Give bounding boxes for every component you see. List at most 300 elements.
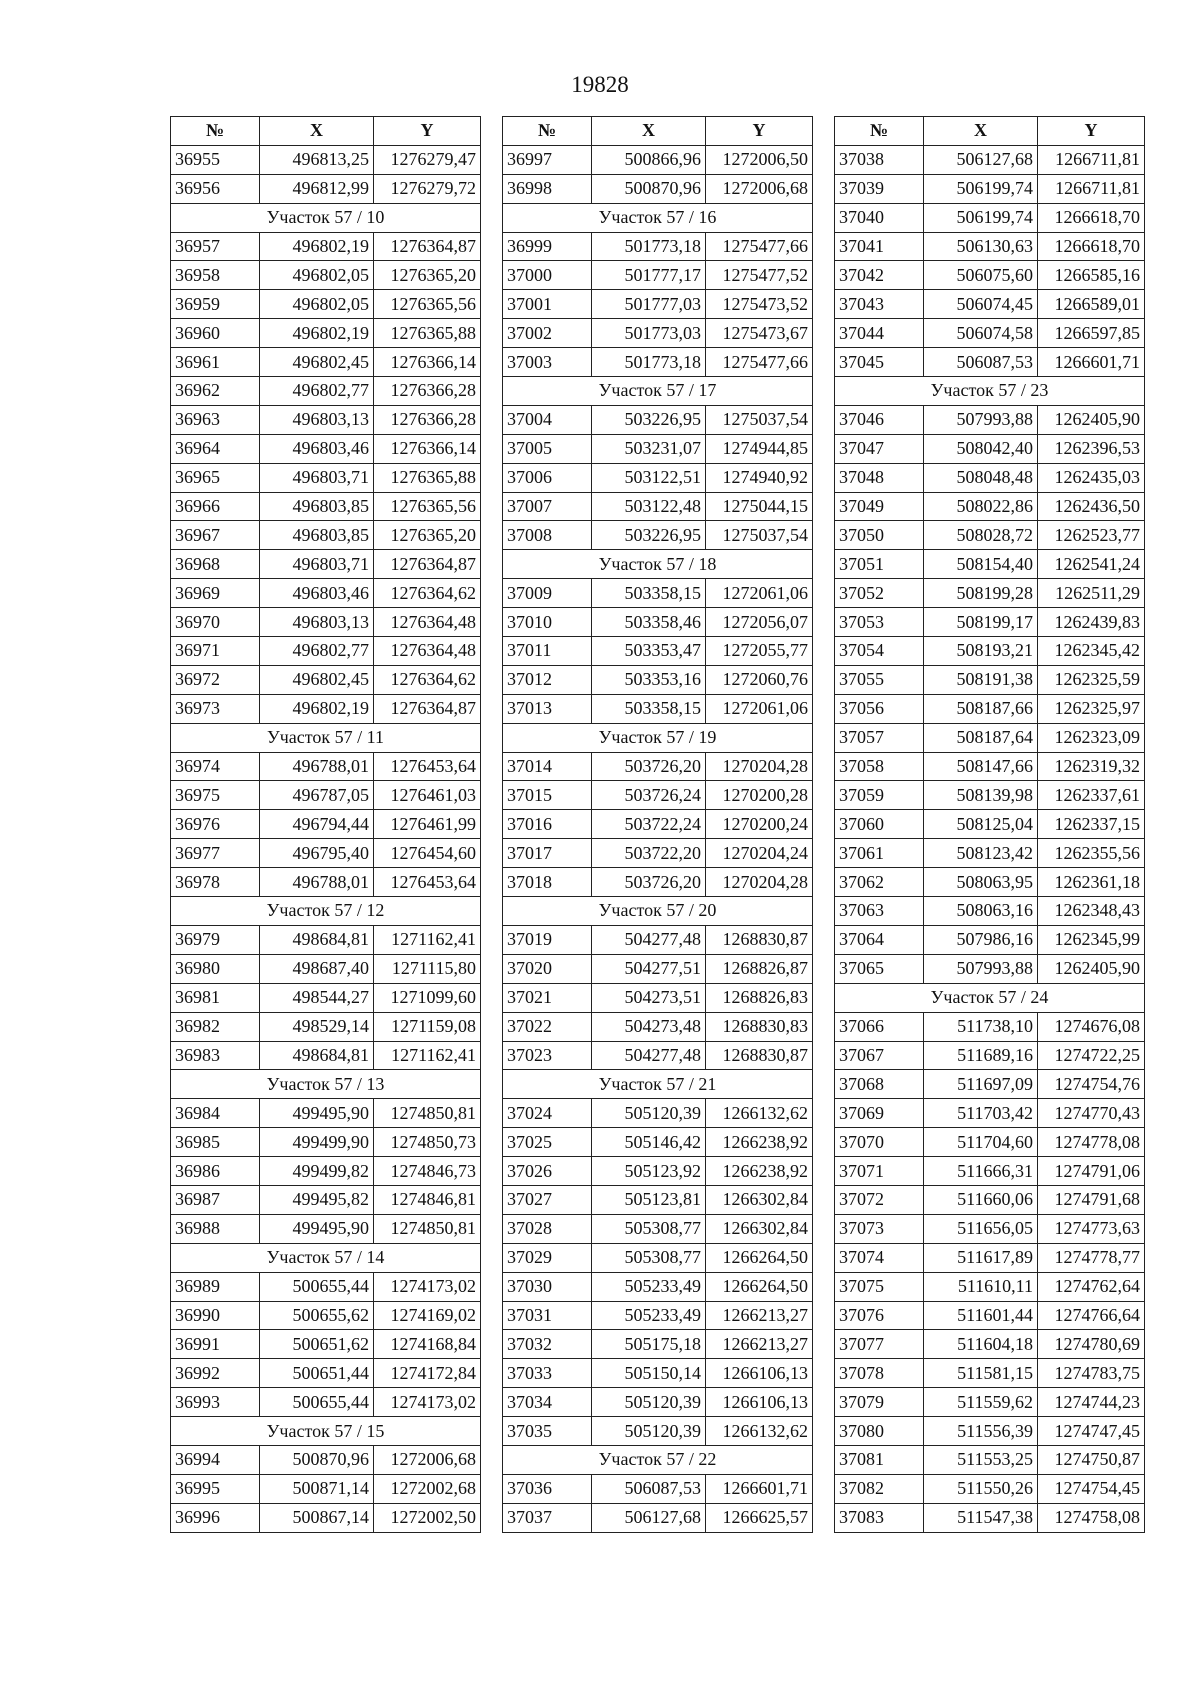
y-coordinate-cell: 1274173,02 (374, 1272, 481, 1301)
y-coordinate-cell: 1276453,64 (374, 868, 481, 897)
table-row (503, 579, 813, 608)
y-coordinate-cell: 1274770,43 (1038, 1099, 1145, 1128)
point-number-cell: 36997 (503, 145, 592, 174)
table-row (171, 1330, 481, 1359)
table-row (503, 1272, 813, 1301)
section-row (503, 897, 813, 926)
y-coordinate-cell: 1262337,61 (1038, 781, 1145, 810)
header-y: Y (1038, 117, 1145, 146)
x-coordinate-cell: 496802,05 (260, 261, 374, 290)
point-number-cell: 36966 (171, 492, 260, 521)
y-coordinate-cell: 1275473,67 (706, 319, 813, 348)
y-coordinate-cell: 1272055,77 (706, 637, 813, 666)
point-number-cell: 36971 (171, 637, 260, 666)
x-coordinate-cell: 511660,06 (924, 1185, 1038, 1214)
y-coordinate-cell: 1272006,50 (706, 145, 813, 174)
section-title: Участок 57 / 21 (503, 1070, 813, 1099)
y-coordinate-cell: 1266238,92 (706, 1128, 813, 1157)
y-coordinate-cell: 1270200,28 (706, 781, 813, 810)
y-coordinate-cell: 1274676,08 (1038, 1012, 1145, 1041)
point-number-cell: 37035 (503, 1417, 592, 1446)
point-number-cell: 37052 (835, 579, 924, 608)
x-coordinate-cell: 511604,18 (924, 1330, 1038, 1359)
point-number-cell: 36986 (171, 1157, 260, 1186)
x-coordinate-cell: 505175,18 (592, 1330, 706, 1359)
table-row (503, 694, 813, 723)
point-number-cell: 37006 (503, 463, 592, 492)
x-coordinate-cell: 508022,86 (924, 492, 1038, 521)
x-coordinate-cell: 508187,66 (924, 694, 1038, 723)
point-number-cell: 36987 (171, 1185, 260, 1214)
point-number-cell: 37027 (503, 1185, 592, 1214)
y-coordinate-cell: 1275477,66 (706, 232, 813, 261)
x-coordinate-cell: 505123,81 (592, 1185, 706, 1214)
table-row (835, 145, 1145, 174)
x-coordinate-cell: 508193,21 (924, 637, 1038, 666)
table-row (503, 1503, 813, 1532)
x-coordinate-cell: 496802,19 (260, 319, 374, 348)
x-coordinate-cell: 503231,07 (592, 434, 706, 463)
y-coordinate-cell: 1270200,24 (706, 810, 813, 839)
table-row (835, 694, 1145, 723)
table-row (835, 579, 1145, 608)
x-coordinate-cell: 511559,62 (924, 1388, 1038, 1417)
section-title: Участок 57 / 22 (503, 1445, 813, 1474)
x-coordinate-cell: 496802,05 (260, 290, 374, 319)
header-y: Y (706, 117, 813, 146)
table-row (503, 434, 813, 463)
y-coordinate-cell: 1262323,09 (1038, 723, 1145, 752)
coordinates-table-2 (502, 116, 813, 1533)
y-coordinate-cell: 1274783,75 (1038, 1359, 1145, 1388)
section-title: Участок 57 / 13 (171, 1070, 481, 1099)
y-coordinate-cell: 1272056,07 (706, 608, 813, 637)
x-coordinate-cell: 496788,01 (260, 752, 374, 781)
y-coordinate-cell: 1276366,28 (374, 377, 481, 406)
point-number-cell: 36991 (171, 1330, 260, 1359)
y-coordinate-cell: 1276461,99 (374, 810, 481, 839)
table-row (503, 1388, 813, 1417)
table-row (835, 1503, 1145, 1532)
point-number-cell: 36995 (171, 1474, 260, 1503)
table-row (835, 434, 1145, 463)
y-coordinate-cell: 1274773,63 (1038, 1214, 1145, 1243)
table-row (503, 1012, 813, 1041)
y-coordinate-cell: 1262345,42 (1038, 637, 1145, 666)
point-number-cell: 37066 (835, 1012, 924, 1041)
section-row (171, 1070, 481, 1099)
y-coordinate-cell: 1274940,92 (706, 463, 813, 492)
y-coordinate-cell: 1262348,43 (1038, 897, 1145, 926)
point-number-cell: 37010 (503, 608, 592, 637)
x-coordinate-cell: 505308,77 (592, 1214, 706, 1243)
table-row (503, 983, 813, 1012)
y-coordinate-cell: 1274747,45 (1038, 1417, 1145, 1446)
table-row (835, 810, 1145, 839)
table-row (171, 608, 481, 637)
y-coordinate-cell: 1275037,54 (706, 405, 813, 434)
table-row (503, 637, 813, 666)
point-number-cell: 37009 (503, 579, 592, 608)
x-coordinate-cell: 511547,38 (924, 1503, 1038, 1532)
table-row (503, 810, 813, 839)
point-number-cell: 37007 (503, 492, 592, 521)
point-number-cell: 37008 (503, 521, 592, 550)
point-number-cell: 37072 (835, 1185, 924, 1214)
table-row (171, 925, 481, 954)
point-number-cell: 37075 (835, 1272, 924, 1301)
point-number-cell: 37042 (835, 261, 924, 290)
point-number-cell: 37051 (835, 550, 924, 579)
y-coordinate-cell: 1266213,27 (706, 1301, 813, 1330)
y-coordinate-cell: 1268826,83 (706, 983, 813, 1012)
point-number-cell: 37053 (835, 608, 924, 637)
x-coordinate-cell: 503122,51 (592, 463, 706, 492)
x-coordinate-cell: 505308,77 (592, 1243, 706, 1272)
table-row (503, 463, 813, 492)
point-number-cell: 36956 (171, 174, 260, 203)
point-number-cell: 37014 (503, 752, 592, 781)
table-row (503, 521, 813, 550)
table-row (503, 348, 813, 377)
x-coordinate-cell: 501773,18 (592, 232, 706, 261)
table-row (835, 348, 1145, 377)
point-number-cell: 37021 (503, 983, 592, 1012)
table-header-row (503, 117, 813, 146)
x-coordinate-cell: 503122,48 (592, 492, 706, 521)
table-body (171, 145, 481, 1532)
point-number-cell: 37041 (835, 232, 924, 261)
x-coordinate-cell: 500651,44 (260, 1359, 374, 1388)
point-number-cell: 36984 (171, 1099, 260, 1128)
section-row (171, 1243, 481, 1272)
y-coordinate-cell: 1275044,15 (706, 492, 813, 521)
y-coordinate-cell: 1276364,48 (374, 637, 481, 666)
y-coordinate-cell: 1262436,50 (1038, 492, 1145, 521)
x-coordinate-cell: 508154,40 (924, 550, 1038, 579)
x-coordinate-cell: 507993,88 (924, 405, 1038, 434)
point-number-cell: 36994 (171, 1445, 260, 1474)
y-coordinate-cell: 1274780,69 (1038, 1330, 1145, 1359)
y-coordinate-cell: 1275477,52 (706, 261, 813, 290)
x-coordinate-cell: 496803,46 (260, 434, 374, 463)
section-row (171, 203, 481, 232)
x-coordinate-cell: 503726,20 (592, 752, 706, 781)
point-number-cell: 36958 (171, 261, 260, 290)
section-row (503, 723, 813, 752)
x-coordinate-cell: 501777,03 (592, 290, 706, 319)
point-number-cell: 37058 (835, 752, 924, 781)
y-coordinate-cell: 1274944,85 (706, 434, 813, 463)
point-number-cell: 37069 (835, 1099, 924, 1128)
y-coordinate-cell: 1268826,87 (706, 954, 813, 983)
header-y: Y (374, 117, 481, 146)
x-coordinate-cell: 506199,74 (924, 203, 1038, 232)
x-coordinate-cell: 504273,48 (592, 1012, 706, 1041)
table-row (171, 319, 481, 348)
y-coordinate-cell: 1274791,68 (1038, 1185, 1145, 1214)
point-number-cell: 37018 (503, 868, 592, 897)
y-coordinate-cell: 1266106,13 (706, 1388, 813, 1417)
point-number-cell: 37057 (835, 723, 924, 752)
point-number-cell: 36977 (171, 839, 260, 868)
x-coordinate-cell: 496802,45 (260, 348, 374, 377)
x-coordinate-cell: 511703,42 (924, 1099, 1038, 1128)
y-coordinate-cell: 1266601,71 (706, 1474, 813, 1503)
table-row (835, 521, 1145, 550)
y-coordinate-cell: 1266106,13 (706, 1359, 813, 1388)
section-row (171, 1417, 481, 1446)
y-coordinate-cell: 1276365,20 (374, 521, 481, 550)
section-title: Участок 57 / 14 (171, 1243, 481, 1272)
x-coordinate-cell: 496803,85 (260, 521, 374, 550)
point-number-cell: 37023 (503, 1041, 592, 1070)
x-coordinate-cell: 511738,10 (924, 1012, 1038, 1041)
header-number: № (503, 117, 592, 146)
x-coordinate-cell: 506127,68 (592, 1503, 706, 1532)
y-coordinate-cell: 1262325,97 (1038, 694, 1145, 723)
x-coordinate-cell: 508063,95 (924, 868, 1038, 897)
x-coordinate-cell: 511697,09 (924, 1070, 1038, 1099)
x-coordinate-cell: 511601,44 (924, 1301, 1038, 1330)
point-number-cell: 36961 (171, 348, 260, 377)
section-title: Участок 57 / 17 (503, 377, 813, 406)
y-coordinate-cell: 1274168,84 (374, 1330, 481, 1359)
x-coordinate-cell: 496787,05 (260, 781, 374, 810)
x-coordinate-cell: 500866,96 (592, 145, 706, 174)
section-row (835, 983, 1145, 1012)
y-coordinate-cell: 1266302,84 (706, 1185, 813, 1214)
point-number-cell: 36965 (171, 463, 260, 492)
point-number-cell: 36964 (171, 434, 260, 463)
table-row (835, 1330, 1145, 1359)
x-coordinate-cell: 499499,90 (260, 1128, 374, 1157)
table-row (503, 319, 813, 348)
y-coordinate-cell: 1268830,87 (706, 925, 813, 954)
table-row (503, 1474, 813, 1503)
x-coordinate-cell: 503353,47 (592, 637, 706, 666)
table-row (835, 1070, 1145, 1099)
table-header-row (835, 117, 1145, 146)
table-row (835, 1272, 1145, 1301)
x-coordinate-cell: 503722,24 (592, 810, 706, 839)
y-coordinate-cell: 1275473,52 (706, 290, 813, 319)
table-row (171, 1503, 481, 1532)
point-number-cell: 37033 (503, 1359, 592, 1388)
point-number-cell: 36998 (503, 174, 592, 203)
point-number-cell: 37028 (503, 1214, 592, 1243)
table-row (171, 665, 481, 694)
x-coordinate-cell: 503358,15 (592, 579, 706, 608)
x-coordinate-cell: 496802,77 (260, 377, 374, 406)
y-coordinate-cell: 1271159,08 (374, 1012, 481, 1041)
table-row (835, 1157, 1145, 1186)
table-row (503, 1214, 813, 1243)
header-number: № (171, 117, 260, 146)
x-coordinate-cell: 498687,40 (260, 954, 374, 983)
point-number-cell: 37046 (835, 405, 924, 434)
table-row (835, 665, 1145, 694)
table-row (171, 1474, 481, 1503)
y-coordinate-cell: 1276364,87 (374, 232, 481, 261)
point-number-cell: 36968 (171, 550, 260, 579)
y-coordinate-cell: 1276454,60 (374, 839, 481, 868)
x-coordinate-cell: 508123,42 (924, 839, 1038, 868)
x-coordinate-cell: 499495,82 (260, 1185, 374, 1214)
x-coordinate-cell: 496803,13 (260, 405, 374, 434)
x-coordinate-cell: 500651,62 (260, 1330, 374, 1359)
y-coordinate-cell: 1276279,72 (374, 174, 481, 203)
y-coordinate-cell: 1266132,62 (706, 1099, 813, 1128)
point-number-cell: 37039 (835, 174, 924, 203)
point-number-cell: 37016 (503, 810, 592, 839)
y-coordinate-cell: 1266264,50 (706, 1272, 813, 1301)
table-row (503, 954, 813, 983)
y-coordinate-cell: 1262405,90 (1038, 405, 1145, 434)
table-row (171, 261, 481, 290)
y-coordinate-cell: 1266601,71 (1038, 348, 1145, 377)
x-coordinate-cell: 511581,15 (924, 1359, 1038, 1388)
table-row (835, 1445, 1145, 1474)
page-number: 19828 (571, 72, 629, 97)
y-coordinate-cell: 1276366,14 (374, 434, 481, 463)
x-coordinate-cell: 498684,81 (260, 1041, 374, 1070)
y-coordinate-cell: 1274722,25 (1038, 1041, 1145, 1070)
y-coordinate-cell: 1266238,92 (706, 1157, 813, 1186)
x-coordinate-cell: 500655,62 (260, 1301, 374, 1330)
y-coordinate-cell: 1271162,41 (374, 925, 481, 954)
x-coordinate-cell: 508147,66 (924, 752, 1038, 781)
table-row (835, 1041, 1145, 1070)
y-coordinate-cell: 1262345,99 (1038, 925, 1145, 954)
point-number-cell: 36975 (171, 781, 260, 810)
table-row (503, 405, 813, 434)
x-coordinate-cell: 496794,44 (260, 810, 374, 839)
x-coordinate-cell: 499499,82 (260, 1157, 374, 1186)
table-row (503, 261, 813, 290)
point-number-cell: 37067 (835, 1041, 924, 1070)
table-row (171, 752, 481, 781)
coordinates-table-3 (834, 116, 1145, 1533)
point-number-cell: 36979 (171, 925, 260, 954)
table-row (171, 174, 481, 203)
table-row (171, 1012, 481, 1041)
table-row (503, 868, 813, 897)
y-coordinate-cell: 1276279,47 (374, 145, 481, 174)
y-coordinate-cell: 1275037,54 (706, 521, 813, 550)
x-coordinate-cell: 503226,95 (592, 521, 706, 550)
table-row (835, 723, 1145, 752)
section-row (503, 1070, 813, 1099)
x-coordinate-cell: 508048,48 (924, 463, 1038, 492)
section-row (503, 550, 813, 579)
table-row (503, 1041, 813, 1070)
table-row (835, 1474, 1145, 1503)
x-coordinate-cell: 500867,14 (260, 1503, 374, 1532)
x-coordinate-cell: 498529,14 (260, 1012, 374, 1041)
table-row (835, 261, 1145, 290)
x-coordinate-cell: 511553,25 (924, 1445, 1038, 1474)
point-number-cell: 36957 (171, 232, 260, 261)
point-number-cell: 36988 (171, 1214, 260, 1243)
table-row (171, 954, 481, 983)
point-number-cell: 37083 (835, 1503, 924, 1532)
x-coordinate-cell: 501777,17 (592, 261, 706, 290)
section-row (503, 377, 813, 406)
y-coordinate-cell: 1262325,59 (1038, 665, 1145, 694)
table-body (835, 145, 1145, 1532)
y-coordinate-cell: 1274778,77 (1038, 1243, 1145, 1272)
point-number-cell: 37054 (835, 637, 924, 666)
table-row (503, 781, 813, 810)
x-coordinate-cell: 505120,39 (592, 1388, 706, 1417)
table-row (503, 608, 813, 637)
point-number-cell: 37068 (835, 1070, 924, 1099)
point-number-cell: 36993 (171, 1388, 260, 1417)
y-coordinate-cell: 1276364,48 (374, 608, 481, 637)
x-coordinate-cell: 496803,13 (260, 608, 374, 637)
table-row (171, 1272, 481, 1301)
y-coordinate-cell: 1272002,50 (374, 1503, 481, 1532)
point-number-cell: 37040 (835, 203, 924, 232)
point-number-cell: 36972 (171, 665, 260, 694)
table-row (171, 463, 481, 492)
table-row (835, 1359, 1145, 1388)
x-coordinate-cell: 498684,81 (260, 925, 374, 954)
x-coordinate-cell: 511666,31 (924, 1157, 1038, 1186)
table-row (503, 174, 813, 203)
table-row (171, 839, 481, 868)
table-row (835, 954, 1145, 983)
x-coordinate-cell: 496803,85 (260, 492, 374, 521)
x-coordinate-cell: 506074,58 (924, 319, 1038, 348)
point-number-cell: 37071 (835, 1157, 924, 1186)
x-coordinate-cell: 504277,48 (592, 1041, 706, 1070)
x-coordinate-cell: 496803,46 (260, 579, 374, 608)
x-coordinate-cell: 505120,39 (592, 1417, 706, 1446)
section-title: Участок 57 / 11 (171, 723, 481, 752)
x-coordinate-cell: 507986,16 (924, 925, 1038, 954)
section-row (171, 897, 481, 926)
y-coordinate-cell: 1262361,18 (1038, 868, 1145, 897)
y-coordinate-cell: 1276366,14 (374, 348, 481, 377)
table-row (171, 405, 481, 434)
point-number-cell: 37079 (835, 1388, 924, 1417)
section-title: Участок 57 / 12 (171, 897, 481, 926)
point-number-cell: 37047 (835, 434, 924, 463)
point-number-cell: 37012 (503, 665, 592, 694)
y-coordinate-cell: 1276365,20 (374, 261, 481, 290)
section-title: Участок 57 / 15 (171, 1417, 481, 1446)
table-row (171, 1388, 481, 1417)
x-coordinate-cell: 511704,60 (924, 1128, 1038, 1157)
point-number-cell: 37022 (503, 1012, 592, 1041)
x-coordinate-cell: 498544,27 (260, 983, 374, 1012)
y-coordinate-cell: 1276364,87 (374, 550, 481, 579)
point-number-cell: 36983 (171, 1041, 260, 1070)
y-coordinate-cell: 1276453,64 (374, 752, 481, 781)
point-number-cell: 37044 (835, 319, 924, 348)
table-row (835, 897, 1145, 926)
point-number-cell: 37002 (503, 319, 592, 348)
y-coordinate-cell: 1268830,83 (706, 1012, 813, 1041)
point-number-cell: 37049 (835, 492, 924, 521)
point-number-cell: 36985 (171, 1128, 260, 1157)
x-coordinate-cell: 506127,68 (924, 145, 1038, 174)
table-row (503, 1185, 813, 1214)
y-coordinate-cell: 1266213,27 (706, 1330, 813, 1359)
x-coordinate-cell: 503358,15 (592, 694, 706, 723)
